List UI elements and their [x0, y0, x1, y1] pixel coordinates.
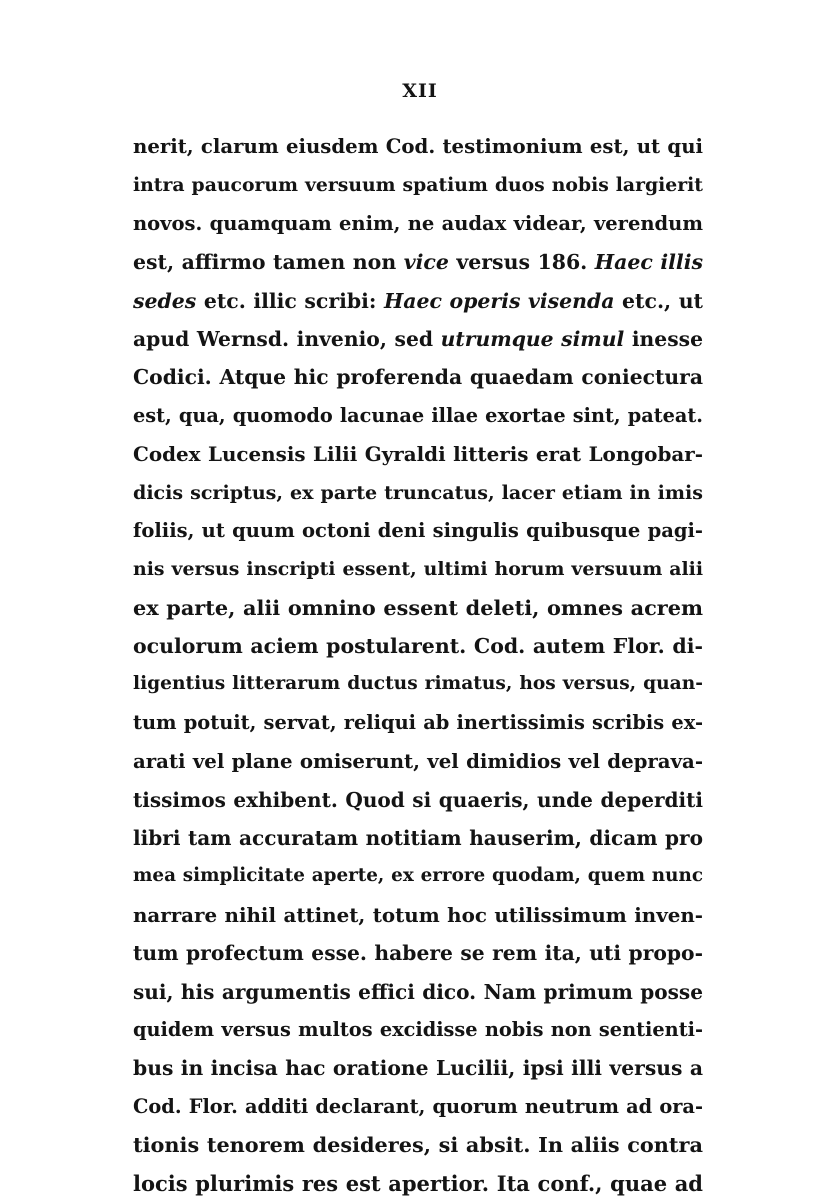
text-line: [133, 474, 703, 512]
text-run: est, qua, quomodo lacunae illae exortae sint, pateat.: [133, 403, 703, 427]
text-line: [133, 896, 703, 934]
text-run: libri tam accuratam notitiam hauserim, dicam pro: [133, 826, 703, 851]
text-run: intra paucorum versuum spatium duos nobis largierit: [133, 174, 703, 197]
text-line: [133, 781, 703, 819]
text-line: [133, 166, 703, 204]
text-run: nerit, clarum eiusdem Cod. testimonium est, ut qui: [133, 135, 703, 158]
text-run: bus in incisa hac oratione Lucilii, ipsi illi versus a: [133, 1056, 703, 1081]
text-run: ex parte, alii omnino essent deleti, omnes acrem: [133, 594, 703, 620]
text-run: novos. quamquam enim, ne audax videar, verendum: [133, 211, 703, 235]
text-line: [133, 589, 703, 627]
text-line: [133, 550, 703, 588]
text-run: Codex Lucensis Lilii Gyraldi litteris erat Longobar-: [133, 442, 703, 467]
italic-run: sedes: [133, 288, 197, 313]
text-line: [133, 205, 703, 243]
text-line: [133, 742, 703, 780]
text-run: oculorum aciem postularent. Cod. autem Flor. di-: [133, 634, 703, 659]
body-text: [133, 128, 703, 1203]
text-run: ligentius litterarum ductus rimatus, hos versus, quan-: [133, 673, 703, 695]
text-line: [133, 397, 703, 435]
italic-run: Haec operis visenda: [383, 288, 615, 313]
text-line: [133, 1088, 703, 1126]
text-run: nis versus inscripti essent, ultimi horum versuum alii: [133, 558, 703, 581]
text-run: quidem versus multos excidisse nobis non sentienti-: [133, 1017, 703, 1041]
text-run: tum profectum esse. habere se rem ita, uti propo-: [133, 941, 703, 966]
text-run: inesse: [624, 326, 703, 351]
text-line: [133, 1011, 703, 1049]
text-line: [133, 627, 703, 665]
text-run: etc., ut: [614, 288, 703, 313]
text-line: [133, 512, 703, 550]
text-run: mea simplicitate aperte, ex errore quodam, quem nunc: [133, 865, 703, 887]
text-run: tionis tenorem desideres, si absit. In aliis contra: [133, 1132, 703, 1158]
text-run: etc. illic scribi:: [196, 288, 384, 313]
text-line: [133, 819, 703, 857]
text-line: [133, 665, 703, 703]
text-run: foliis, ut quum octoni deni singulis quibusque pagi-: [133, 518, 703, 542]
text-run: Codici. Atque hic proferenda quaedam coniectura: [133, 365, 703, 390]
text-line: [133, 704, 703, 742]
text-line: [133, 1126, 703, 1164]
text-run: arati vel plane omiserunt, vel dimidios vel deprava-: [133, 749, 703, 774]
text-run: Cod. Flor. additi declarant, quorum neutrum ad ora-: [133, 1094, 703, 1118]
text-line: [133, 934, 703, 972]
text-line: [133, 320, 703, 358]
text-run: est, affirmo tamen non: [133, 250, 404, 275]
text-line: [133, 358, 703, 396]
italic-run: utrumque simul: [440, 326, 625, 351]
text-run: versus 186.: [448, 250, 595, 275]
text-line: [133, 1049, 703, 1087]
text-run: locis plurimis res est apertior. Ita conf., quae ad: [133, 1170, 703, 1196]
text-run: sui, his argumentis effici dico. Nam primum posse: [133, 979, 703, 1004]
text-line: [133, 857, 703, 895]
text-run: narrare nihil attinet, totum hoc utilissimum inven-: [133, 902, 703, 927]
text-line: [133, 128, 703, 166]
text-line: [133, 243, 703, 281]
italic-run: Haec illis: [594, 250, 703, 275]
text-run: tum potuit, servat, reliqui ab inertissimis scribis ex-: [133, 710, 703, 734]
italic-run: vice: [403, 250, 449, 275]
text-line: [133, 973, 703, 1011]
text-line: [133, 435, 703, 473]
text-run: apud Wernsd. invenio, sed: [133, 326, 441, 351]
text-run: dicis scriptus, ex parte truncatus, lacer etiam in imis: [133, 481, 703, 504]
text-line: [133, 282, 703, 320]
text-line: [133, 1165, 703, 1203]
page-number: XII: [402, 80, 438, 102]
text-run: tissimos exhibent. Quod si quaeris, unde deperditi: [133, 787, 703, 812]
